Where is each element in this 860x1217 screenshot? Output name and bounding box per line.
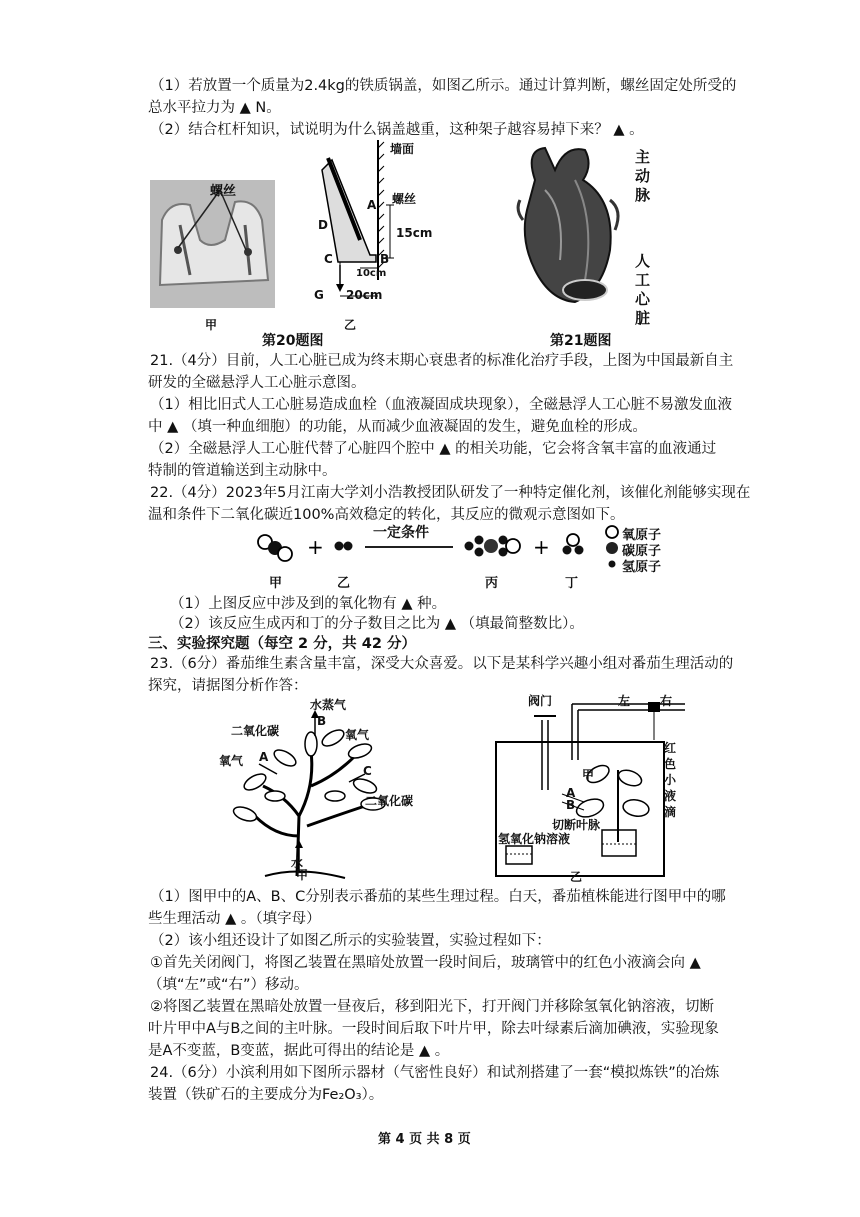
cut-vein-label: 切断叶脉 — [552, 818, 601, 832]
q21-figure — [515, 140, 665, 327]
lever-diagram — [310, 140, 433, 310]
fig-yi-caption: 乙 — [344, 318, 357, 332]
point-d-label: D — [318, 218, 328, 232]
q20-part1-line2: 总水平拉力为 ▲ N。 — [148, 100, 281, 116]
reactant-jia-label: 甲 — [269, 576, 283, 591]
fig20-caption: 第20题图 — [262, 333, 324, 349]
q21-part1-line2: 中 ▲ （填一种血细胞）的功能，从而减少血液凝固的发生，避免血栓的形成。 — [148, 419, 647, 435]
process-c-label: C — [363, 764, 372, 778]
point-b-label-yi: B — [566, 798, 576, 812]
svg-text:+: + — [307, 535, 324, 559]
q23-figure-yi — [490, 690, 690, 880]
q22-intro-1: 22.（4分）2023年5月江南大学刘小浩教授团队研发了一种特定催化剂，该催化剂能够实现在 — [150, 485, 751, 501]
q20-figure-jia — [150, 180, 275, 308]
width-20-label: 20cm — [346, 288, 383, 302]
left-label: 左 — [618, 694, 631, 708]
q23-figure-jia — [215, 696, 415, 886]
q22-intro-2: 温和条件下二氧化碳近100%高效稳定的转化，其反应的微观示意图如下。 — [148, 507, 625, 523]
naoh-label: 氢氧化钠溶液 — [498, 832, 571, 846]
height-label: 15cm — [396, 226, 433, 240]
right-label: 右 — [660, 694, 673, 708]
reactant-yi-label: 乙 — [337, 576, 351, 591]
width-10-label: 10cm — [356, 268, 387, 279]
water-label: 水 — [291, 856, 304, 870]
page-footer: 第 4 页 共 8 页 — [378, 1132, 471, 1147]
valve-label: 阀门 — [528, 694, 553, 708]
co2-right-label: 二氧化碳 — [365, 794, 414, 808]
oxygen-left-label: 氧气 — [219, 754, 244, 768]
rack-photo-image — [150, 180, 275, 308]
fig23-jia-caption: 甲 — [296, 868, 309, 882]
water-vapor-label: 水蒸气 — [310, 698, 347, 712]
q22-part2: （2）该反应生成丙和丁的分子数目之比为 ▲ （填最简整数比）。 — [170, 616, 584, 632]
q20-figure-yi — [310, 140, 433, 310]
co2-top-label: 二氧化碳 — [231, 724, 280, 738]
product-bing-label: 丙 — [485, 576, 499, 591]
q23-part1-line1: （1）图甲中的A、B、C分别表示番茄的某些生理过程。白天，番茄植株能进行图甲中的哪 — [150, 889, 726, 905]
artificial-heart-image — [515, 140, 625, 310]
q20-part1-line1: （1）若放置一个质量为2.4kg的铁质锅盖，如图乙所示。通过计算判断，螺丝固定处所受的 — [150, 78, 737, 94]
wall-label: 墙面 — [390, 142, 415, 156]
reaction-condition: 一定条件 — [373, 525, 429, 541]
q21-intro-1: 21.（4分）目前，人工心脏已成为终末期心衰患者的标准化治疗手段，上图为中国最新自主 — [150, 353, 734, 369]
q23-part2: （2）该小组还设计了如图乙所示的实验装置，实验过程如下： — [150, 933, 551, 949]
q22-part1: （1）上图反应中涉及到的氧化物有 ▲ 种。 — [170, 596, 447, 612]
point-g-label: G — [314, 288, 324, 302]
red-droplet-label: 红色小液滴 — [664, 741, 677, 819]
aorta-label: 主动脉 — [635, 148, 651, 204]
svg-text:+: + — [533, 535, 550, 559]
point-a-label-yi: A — [566, 786, 576, 800]
product-ding-label: 丁 — [565, 576, 579, 591]
q21-part2-line1: （2）全磁悬浮人工心脏代替了心脏四个腔中 ▲ 的相关功能，它会将含氧丰富的血液通过 — [150, 441, 717, 457]
legend-oxygen: 氧原子 — [622, 528, 662, 543]
leaf-jia-label: 甲 — [582, 768, 595, 782]
q21-part2-line2: 特制的管道输送到主动脉中。 — [148, 463, 337, 479]
section-3-heading: 三、实验探究题（每空 2 分，共 42 分） — [148, 636, 416, 652]
point-c-label: C — [324, 252, 333, 266]
q22-reaction-diagram — [255, 522, 725, 594]
q23-step1-line2: （填“左”或“右”）移动。 — [148, 977, 309, 993]
q23-step2-line1: ②将图乙装置在黑暗处放置一昼夜后，移到阳光下，打开阀门并移除氢氧化钠溶液，切断 — [150, 999, 714, 1015]
q23-intro-1: 23.（6分）番茄维生素含量丰富，深受大众喜爱。以下是某科学兴趣小组对番茄生理活动的 — [150, 656, 734, 672]
q23-step2-line2: 叶片甲中A与B之间的主叶脉。一段时间后取下叶片甲，除去叶绿素后滴加碘液，实验现象 — [148, 1021, 719, 1037]
q21-intro-2: 研发的全磁悬浮人工心脏示意图。 — [148, 375, 366, 391]
screw-label: 螺丝 — [210, 184, 237, 199]
q24-intro-1: 24.（6分）小滨利用如下图所示器材（气密性良好）和试剂搭建了一套“模拟炼铁”的冶炼 — [150, 1065, 720, 1081]
apparatus-diagram — [490, 690, 690, 880]
q23-step1-line1: ①首先关闭阀门，将图乙装置在黑暗处放置一段时间后，玻璃管中的红色小液滴会向 ▲ — [150, 955, 701, 971]
oxygen-right-label: 氧气 — [345, 728, 370, 742]
q20-part2: （2）结合杠杆知识，试说明为什么锅盖越重，这种架子越容易掉下来？ ▲ 。 — [150, 122, 644, 138]
q21-part1-line1: （1）相比旧式人工心脏易造成血栓（血液凝固成块现象），全磁悬浮人工心脏不易激发血液 — [150, 397, 732, 413]
artificial-heart-label: 人工心脏 — [635, 252, 651, 327]
q23-part1-line2: 些生理活动 ▲ 。（填字母） — [148, 911, 321, 927]
q23-step2-line3: 是A不变蓝，B变蓝，据此可得出的结论是 ▲ 。 — [148, 1043, 450, 1059]
q23-intro-2: 探究，请据图分析作答： — [148, 678, 308, 694]
screw-label-yi: 螺丝 — [392, 192, 417, 206]
point-a-label: A — [367, 198, 377, 212]
process-b-label: B — [317, 714, 327, 728]
fig23-yi-caption: 乙 — [570, 870, 583, 884]
point-b-label: B — [380, 252, 390, 266]
fig-jia-caption: 甲 — [205, 318, 218, 332]
process-a-label: A — [259, 750, 269, 764]
q24-intro-2: 装置（铁矿石的主要成分为Fe₂O₃）。 — [148, 1087, 384, 1103]
fig21-caption: 第21题图 — [550, 333, 612, 349]
legend-carbon: 碳原子 — [622, 544, 662, 559]
legend-hydrogen: 氢原子 — [622, 560, 662, 575]
